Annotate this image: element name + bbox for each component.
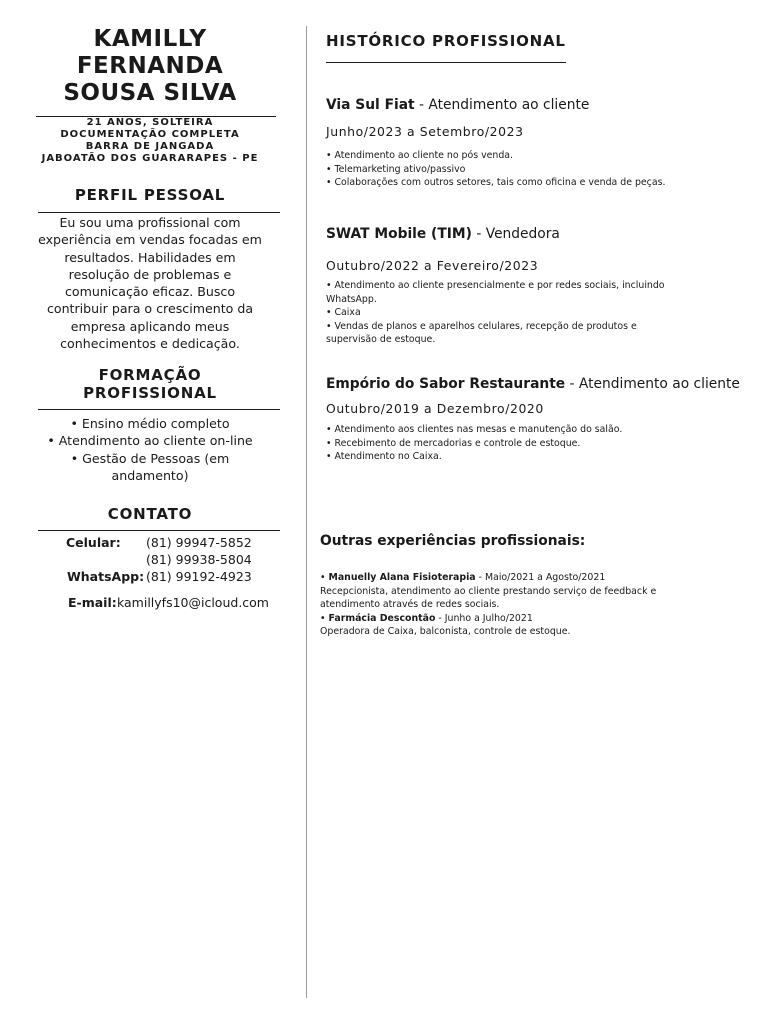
job-bullet: • Colaborações com outros setores, tais como oficina e venda de peças. (326, 177, 666, 189)
whatsapp-number[interactable]: (81) 99192-4923 (146, 569, 252, 584)
outras-company: Farmácia Descontão (328, 612, 436, 624)
job-role: - Vendedora (471, 226, 560, 242)
email-address[interactable]: kamillyfs10@icloud.com (117, 595, 269, 610)
contato-title: CONTATO (107, 505, 193, 523)
historico-title: HISTÓRICO PROFISSIONAL (326, 32, 566, 50)
formacao-item: andamento) (111, 467, 189, 483)
job-description (326, 279, 706, 347)
formacao-item: • Ensino médio completo (70, 416, 230, 431)
perfil-title: PERFIL PESSOAL (74, 186, 226, 204)
job-company: Empório do Sabor Restaurante (326, 376, 566, 392)
info-line-docs: DOCUMENTAÇÃO COMPLETA (60, 129, 240, 140)
outras-desc: Operadora de Caixa, balconista, controle de estoque. (320, 626, 571, 638)
job-role: - Atendimento ao cliente (414, 97, 590, 113)
job-description (326, 149, 706, 190)
outras-desc: Recepcionista, atendimento ao cliente prestando serviço de feedback e (320, 585, 657, 597)
perfil-line: resolução de problemas e (68, 266, 232, 282)
job-bullet: • Atendimento no Caixa. (326, 451, 442, 463)
formacao-divider (38, 409, 280, 410)
job-role: - Atendimento ao cliente (565, 376, 740, 392)
formacao-list (32, 415, 268, 484)
outras-desc: atendimento através de redes sociais. (320, 599, 500, 611)
outras-list (320, 571, 710, 639)
name-line-2: FERNANDA (76, 53, 224, 79)
perfil-line: experiência em vendas focadas em (38, 232, 262, 248)
info-line-neighborhood: BARRA DE JANGADA (85, 141, 215, 152)
personal-info (20, 117, 280, 165)
job-company: Via Sul Fiat (326, 97, 415, 113)
job-bullet: WhatsApp. (326, 293, 377, 305)
phone-2[interactable]: (81) 99938-5804 (146, 552, 252, 567)
outras-title: Outras experiências profissionais: (320, 533, 586, 549)
whatsapp-label: WhatsApp: (67, 569, 145, 584)
contato-divider (38, 530, 280, 531)
job-dates: Junho/2023 a Setembro/2023 (326, 124, 524, 139)
job-bullet: supervisão de estoque. (326, 334, 436, 346)
formacao-item: • Atendimento ao cliente on-line (47, 433, 253, 449)
job-dates: Outubro/2022 a Fevereiro/2023 (326, 258, 539, 273)
info-line-city: JABOATÃO DOS GUARARAPES - PE (41, 153, 259, 164)
perfil-text (32, 214, 268, 352)
perfil-line: comunicação eficaz. Busco (64, 284, 236, 300)
job-dates: Outubro/2019 a Dezembro/2020 (326, 401, 544, 416)
job-heading (326, 225, 560, 243)
outras-item-heading (320, 571, 710, 585)
outras-bullet: • (320, 572, 329, 583)
email-label: E-mail: (68, 595, 117, 610)
outras-item-heading (320, 612, 710, 626)
name-line-3: SOUSA SILVA (63, 80, 237, 106)
job-bullet: • Caixa (326, 307, 361, 319)
candidate-name (20, 26, 280, 107)
job-heading (326, 96, 589, 114)
job-bullet: • Atendimento ao cliente no pós venda. (326, 150, 514, 161)
perfil-line: empresa aplicando meus (70, 318, 230, 334)
perfil-line: contribuir para o crescimento da (46, 301, 254, 317)
perfil-line: conhecimentos e dedicação. (60, 336, 240, 352)
formacao-item: • Gestão de Pessoas (em (70, 450, 230, 466)
historico-divider (326, 62, 566, 63)
job-bullet: • Atendimento aos clientes nas mesas e manutenção do salão. (326, 424, 623, 435)
perfil-line: Eu sou uma profissional com (59, 215, 241, 230)
perfil-divider (38, 212, 280, 213)
job-heading (326, 375, 740, 393)
job-bullet: • Atendimento ao cliente presencialmente e por redes sociais, incluindo (326, 280, 665, 291)
celular-label: Celular: (66, 535, 121, 550)
info-line-age: 21 ANOS, SOLTEIRA (86, 117, 214, 128)
job-bullet: • Vendas de planos e aparelhos celulares, recepção de produtos e (326, 320, 637, 332)
perfil-line: resultados. Habilidades em (64, 249, 236, 265)
job-bullet: • Recebimento de mercadorias e controle de estoque. (326, 437, 581, 449)
outras-bullet: • (320, 612, 329, 624)
job-description (326, 423, 706, 464)
column-divider (306, 26, 307, 998)
formacao-title (20, 366, 280, 402)
outras-period: - Junho a Julho/2021 (435, 612, 533, 624)
phone-1[interactable]: (81) 99947-5852 (146, 535, 252, 550)
formacao-title-line-1: FORMAÇÃO (98, 366, 202, 384)
outras-period: - Maio/2021 a Agosto/2021 (475, 572, 606, 583)
name-line-1: KAMILLY (93, 26, 207, 52)
job-company: SWAT Mobile (TIM) (326, 226, 472, 242)
formacao-title-line-2: PROFISSIONAL (83, 384, 217, 402)
job-bullet: • Telemarketing ativo/passivo (326, 163, 466, 175)
outras-company: Manuelly Alana Fisioterapia (328, 572, 476, 583)
